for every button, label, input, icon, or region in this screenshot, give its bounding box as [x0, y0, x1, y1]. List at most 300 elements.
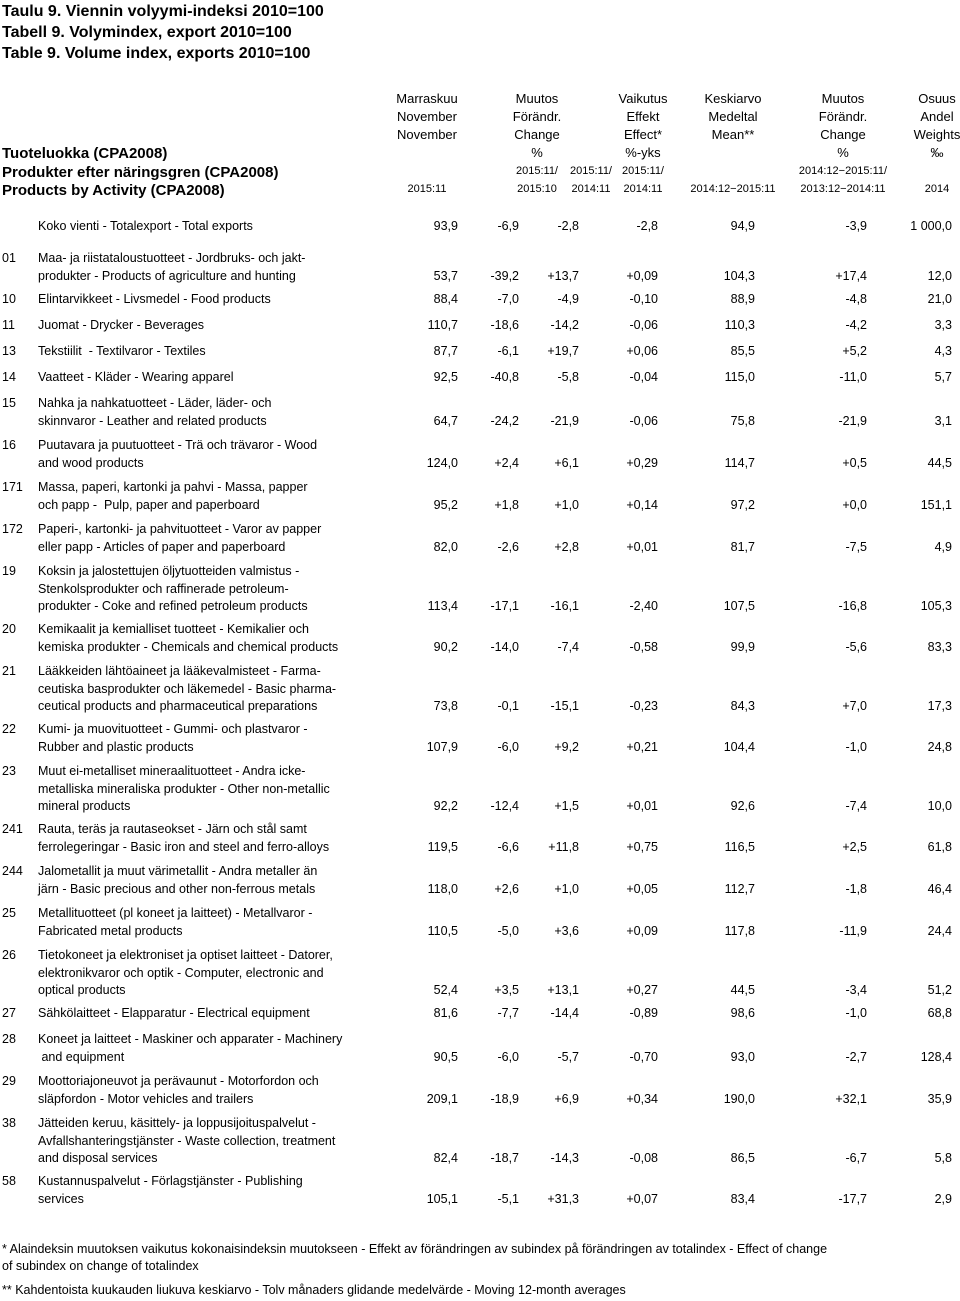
row-value-col-3: -21,9	[550, 413, 579, 428]
row-value-col-6: -3,9	[845, 219, 867, 233]
row-name	[38, 521, 321, 556]
row-value-col-4: -0,08	[629, 1151, 658, 1165]
row-value-col-7: 83,3	[927, 639, 952, 654]
row-value-col-3: -15,1	[550, 699, 579, 713]
row-value-col-7: 61,8	[927, 839, 952, 854]
row-value-col-2: -7,0	[497, 292, 519, 306]
row-code: 28	[2, 1032, 16, 1046]
row-value-col-6: -21,9	[838, 413, 867, 428]
row-code: 10	[2, 292, 16, 306]
table-row	[0, 343, 960, 361]
row-name-line: Massa, paperi, kartonki ja pahvi - Massa, papper	[38, 480, 308, 494]
row-name-line: Fabricated metal products	[38, 923, 183, 938]
header-col-5-line-2: Medeltal	[708, 109, 758, 124]
row-name-line: Muut ei-metalliset mineraalituotteet - Andra icke-	[38, 764, 306, 778]
row-value-col-5: 98,6	[730, 1006, 755, 1020]
header-col-5	[678, 90, 788, 198]
row-value-col-6: -5,6	[845, 639, 867, 654]
header-col-7-line-3: Weights	[913, 127, 960, 142]
row-value-col-3: +1,5	[554, 799, 579, 813]
table-row	[0, 521, 960, 556]
row-value-col-5: 86,5	[730, 1151, 755, 1165]
table-row	[0, 1173, 960, 1208]
table-row	[0, 563, 960, 616]
row-value-col-6: -16,8	[838, 599, 867, 613]
header-col-7-line-5	[907, 162, 960, 180]
header-col-5-line-6: 2014:12−2015:11	[690, 183, 776, 195]
row-value-col-3: +11,8	[548, 839, 579, 854]
header-col-3-line-5: 2015:11/	[569, 165, 612, 177]
row-value-col-2: -6,6	[497, 839, 519, 854]
row-value-col-4: -0,23	[629, 699, 658, 713]
row-name-line: släpfordon - Motor vehicles and trailers	[38, 1091, 254, 1106]
row-name-line: skinnvaror - Leather and related products	[38, 413, 267, 428]
table-row	[0, 763, 960, 816]
row-value-col-3: -14,3	[550, 1151, 579, 1165]
row-value-col-4: -0,89	[629, 1006, 658, 1020]
table-row	[0, 821, 960, 856]
header-col-4-line-3: Effect*	[623, 127, 663, 142]
row-value-col-4: -2,40	[629, 599, 658, 613]
row-value-col-5: 116,5	[724, 839, 755, 854]
row-value-col-3: +3,6	[554, 923, 579, 938]
row-name	[38, 395, 271, 430]
row-value-col-6: -4,2	[845, 318, 867, 332]
row-name	[38, 1115, 335, 1168]
header-col-6	[788, 90, 898, 198]
header-col-7-line-6: 2014	[924, 183, 950, 195]
row-value-col-3: -7,4	[557, 639, 579, 654]
row-value-col-1: 52,4	[433, 983, 458, 997]
footnote-1-cont: of subindex on change of totalindex	[2, 1259, 199, 1273]
table-row	[0, 1005, 960, 1023]
row-name-line: Puutavara ja puutuotteet - Trä och trävaror - Wood	[38, 438, 318, 452]
row-name-line: Paperi-, kartonki- ja pahvituotteet - Varor av papper	[38, 522, 322, 536]
header-col-5-line-5	[678, 162, 788, 180]
row-value-col-7: 2,9	[934, 1191, 952, 1206]
header-col-1-line-6: 2015:11	[407, 183, 447, 195]
row-value-col-7: 105,3	[920, 599, 952, 613]
table-row	[0, 621, 960, 656]
row-value-col-4: -0,10	[629, 292, 658, 306]
row-value-col-1: 82,0	[433, 539, 458, 554]
row-value-col-5: 190,0	[723, 1091, 755, 1106]
row-name-line: Kemikaalit ja kemialliset tuotteet - Kemikalier och	[38, 622, 309, 636]
row-code: 21	[2, 664, 16, 678]
row-name	[38, 1173, 303, 1208]
row-value-col-5: 112,7	[724, 881, 755, 896]
row-value-col-2: -0,1	[497, 699, 519, 713]
header-col-7-line-4: ‰	[930, 145, 944, 160]
row-code: 172	[2, 522, 23, 536]
row-name	[38, 821, 329, 856]
row-value-col-1: 118,0	[427, 881, 458, 896]
row-name	[38, 905, 312, 940]
row-name	[38, 947, 333, 1000]
header-col-1-line-3: November	[397, 127, 457, 142]
row-value-col-3: +1,0	[554, 497, 579, 512]
row-code: 20	[2, 622, 16, 636]
header-col-2-line-4: %	[531, 145, 543, 160]
row-code: 244	[2, 864, 23, 878]
row-name-line: mineral products	[38, 799, 131, 813]
title-sv: Tabell 9. Volymindex, export 2010=100	[2, 24, 292, 41]
header-col-7-line-2: Andel	[920, 109, 954, 124]
table-row	[0, 663, 960, 716]
row-value-col-3: -14,2	[550, 318, 579, 332]
row-name-line: Kumi- ja muovituotteet - Gummi- och plastvaror -	[38, 722, 308, 736]
row-value-col-5: 84,3	[730, 699, 755, 713]
row-value-col-3: -14,4	[550, 1006, 579, 1020]
row-name-line: optical products	[38, 983, 126, 997]
row-value-col-4: +0,01	[626, 799, 658, 813]
row-name	[38, 621, 338, 656]
header-col-4-line-5: 2015:11/	[621, 165, 664, 177]
row-name-line: Juomat - Drycker - Beverages	[38, 318, 205, 332]
header-col-5-line-4	[678, 144, 788, 162]
row-name-line: Tietokoneet ja elektroniset ja optiset laitteet - Datorer,	[38, 948, 333, 962]
row-value-col-7: 1 000,0	[910, 219, 952, 233]
row-value-col-6: -7,5	[845, 539, 867, 554]
table-row	[0, 1031, 960, 1066]
row-name	[38, 763, 330, 816]
header-col-2-line-2: Förändr.	[512, 109, 562, 124]
row-name	[38, 479, 308, 514]
row-name-line: metalliska mineraliska produkter - Other non-metallic	[38, 781, 330, 796]
row-value-col-2: -7,7	[497, 1006, 519, 1020]
row-name	[38, 369, 233, 387]
row-code: 241	[2, 822, 23, 836]
row-value-col-1: 92,2	[433, 799, 458, 813]
row-code: 22	[2, 722, 16, 736]
table-row	[0, 947, 960, 1000]
row-code: 58	[2, 1174, 16, 1188]
row-value-col-4: +0,34	[626, 1091, 658, 1106]
row-value-col-1: 107,9	[426, 739, 458, 754]
table-row	[0, 437, 960, 472]
row-value-col-1: 64,7	[433, 413, 458, 428]
row-value-col-2: +2,6	[494, 881, 519, 896]
row-value-col-7: 5,8	[934, 1151, 952, 1165]
row-name-line: produkter - Products of agriculture and hunting	[38, 268, 296, 283]
row-value-col-2: -40,8	[490, 370, 519, 384]
row-value-col-1: 90,2	[433, 639, 458, 654]
row-value-col-4: +0,75	[626, 839, 658, 854]
header-col-6-line-1: Muutos	[821, 91, 865, 106]
row-value-col-3: +6,1	[554, 455, 579, 470]
header-col-4-line-1: Vaikutus	[618, 91, 668, 106]
row-code: 29	[2, 1074, 16, 1088]
row-value-col-6: +0,5	[842, 455, 867, 470]
row-value-col-4: +0,09	[626, 268, 658, 283]
row-name	[38, 250, 305, 285]
row-name-line: Koko vienti - Totalexport - Total exports	[38, 219, 253, 233]
row-value-col-2: -6,0	[497, 1049, 519, 1064]
row-code: 38	[2, 1116, 16, 1130]
row-value-col-1: 105,1	[426, 1191, 458, 1206]
row-value-col-2: -39,2	[490, 268, 519, 283]
row-value-col-3: -5,7	[557, 1049, 579, 1064]
row-value-col-7: 24,8	[927, 739, 952, 754]
row-value-col-4: -0,58	[629, 639, 658, 654]
row-code: 27	[2, 1006, 16, 1020]
row-name-line: Koksin ja jalostettujen öljytuotteiden valmistus -	[38, 564, 300, 578]
row-code: 25	[2, 906, 16, 920]
row-value-col-7: 17,3	[927, 699, 952, 713]
row-value-col-5: 94,9	[730, 219, 755, 233]
row-value-col-2: -6,1	[497, 344, 519, 358]
row-value-col-1: 209,1	[426, 1091, 458, 1106]
row-value-col-4: -0,06	[629, 318, 658, 332]
header-col-1-line-1: Marraskuu	[396, 91, 458, 106]
row-value-col-3: -16,1	[550, 599, 579, 613]
row-value-col-2: -14,0	[490, 639, 519, 654]
header-label-en: Products by Activity (CPA2008)	[2, 182, 225, 199]
row-value-col-6: +7,0	[842, 699, 867, 713]
row-value-col-4: +0,27	[626, 983, 658, 997]
row-value-col-2: -2,6	[497, 539, 519, 554]
row-code: 16	[2, 438, 16, 452]
row-value-col-4: +0,07	[626, 1191, 658, 1206]
row-code: 26	[2, 948, 16, 962]
title-fi: Taulu 9. Viennin volyymi-indeksi 2010=100	[2, 3, 324, 20]
row-name-line: ferrolegeringar - Basic iron and steel and ferro-alloys	[38, 839, 330, 854]
table-row	[0, 1073, 960, 1108]
row-value-col-5: 107,5	[723, 599, 755, 613]
row-name	[38, 863, 317, 898]
header-col-2-line-3: Change	[514, 127, 560, 142]
row-value-col-3: +1,0	[554, 881, 579, 896]
row-name-line: järn - Basic precious and other non-ferrous metals	[38, 881, 316, 896]
row-name-line: Rauta, teräs ja rautaseokset - Järn och stål samt	[38, 822, 307, 836]
row-value-col-5: 115,0	[724, 370, 755, 384]
row-value-col-5: 97,2	[730, 497, 755, 512]
row-value-col-3: -5,8	[557, 370, 579, 384]
row-name-line: Maa- ja riistataloustuotteet - Jordbruks- och jakt-	[38, 251, 306, 265]
row-value-col-1: 110,7	[427, 318, 458, 332]
row-name	[38, 563, 308, 616]
row-value-col-1: 95,2	[433, 497, 458, 512]
row-name-line: Kustannuspalvelut - Förlagstjänster - Publishing	[38, 1174, 303, 1188]
header-col-2-line-6: 2015:10	[517, 183, 557, 195]
row-code: 19	[2, 564, 16, 578]
footnote-2: ** Kahdentoista kuukauden liukuva keskiarvo - Tolv månaders glidande medelvärde - Moving 12-month averages	[2, 1283, 626, 1297]
row-name-line: Elintarvikkeet - Livsmedel - Food products	[38, 292, 271, 306]
row-name-line: Koneet ja laitteet - Maskiner och apparater - Machinery	[38, 1032, 343, 1046]
table-row	[0, 369, 960, 387]
row-value-col-5: 85,5	[730, 344, 755, 358]
row-value-col-7: 5,7	[934, 370, 952, 384]
row-value-col-1: 119,5	[427, 839, 458, 854]
row-value-col-7: 35,9	[927, 1091, 952, 1106]
row-value-col-6: -17,7	[838, 1191, 867, 1206]
row-value-col-4: +0,05	[626, 881, 658, 896]
row-name-line: and wood products	[38, 455, 144, 470]
row-value-col-1: 90,5	[433, 1049, 458, 1064]
header-col-5-line-3: Mean**	[711, 127, 755, 142]
row-name-line: Stenkolsprodukter och raffinerade petroleum-	[38, 581, 289, 596]
row-value-col-7: 46,4	[927, 881, 952, 896]
row-value-col-2: +1,8	[494, 497, 519, 512]
header-col-2-line-5: 2015:11/	[515, 165, 558, 177]
row-value-col-6: +5,2	[842, 344, 867, 358]
row-value-col-5: 93,0	[730, 1049, 755, 1064]
row-value-col-6: -7,4	[845, 799, 867, 813]
table-row	[0, 479, 960, 514]
row-value-col-5: 114,7	[724, 455, 755, 470]
row-value-col-2: -24,2	[490, 413, 519, 428]
row-name	[38, 437, 317, 472]
row-value-col-2: +2,4	[494, 455, 519, 470]
row-name-line: Moottoriajoneuvot ja perävaunut - Motorfordon och	[38, 1074, 319, 1088]
row-value-col-1: 73,8	[433, 699, 458, 713]
header-label-sv: Produkter efter näringsgren (CPA2008)	[2, 164, 279, 181]
table-row	[0, 721, 960, 756]
row-value-col-2: -12,4	[490, 799, 519, 813]
row-value-col-5: 75,8	[730, 413, 755, 428]
header-col-4-line-2: Effekt	[626, 109, 660, 124]
row-value-col-2: -5,0	[497, 923, 519, 938]
row-value-col-1: 87,7	[433, 344, 458, 358]
row-value-col-7: 21,0	[927, 292, 952, 306]
row-value-col-4: +0,29	[626, 455, 658, 470]
row-value-col-2: -6,0	[497, 739, 519, 754]
row-value-col-5: 44,5	[730, 983, 755, 997]
row-value-col-3: -4,9	[557, 292, 579, 306]
row-code: 171	[2, 480, 23, 494]
row-value-col-3: -2,8	[557, 219, 579, 233]
row-value-col-1: 113,4	[427, 599, 458, 613]
row-value-col-6: -2,7	[845, 1049, 867, 1064]
row-name-line: Jalometallit ja muut värimetallit - Andra metaller än	[38, 864, 318, 878]
row-name	[38, 1031, 342, 1066]
row-name-line: Avfallshanteringstjänster - Waste collection, treatment	[38, 1133, 336, 1148]
table-row	[0, 863, 960, 898]
row-value-col-7: 68,8	[927, 1006, 952, 1020]
row-value-col-2: -18,7	[490, 1151, 519, 1165]
row-value-col-7: 151,1	[920, 497, 952, 512]
header-col-6-line-2: Förändr.	[818, 109, 868, 124]
row-name-line: Tekstiilit - Textilvaror - Textiles	[38, 344, 206, 358]
row-value-col-7: 3,1	[934, 413, 952, 428]
row-value-col-2: -18,9	[490, 1091, 519, 1106]
row-value-col-5: 81,7	[730, 539, 755, 554]
row-name-line: ceutiska basprodukter och läkemedel - Basic pharma-	[38, 681, 337, 696]
row-value-col-4: +0,14	[626, 497, 658, 512]
row-value-col-3: +31,3	[547, 1191, 579, 1206]
table-row	[0, 291, 960, 309]
row-value-col-3: +19,7	[547, 344, 579, 358]
row-name-line: kemiska produkter - Chemicals and chemical products	[38, 639, 339, 654]
table-row	[0, 905, 960, 940]
row-value-col-3: +6,9	[554, 1091, 579, 1106]
row-value-col-5: 104,3	[723, 268, 755, 283]
row-value-col-6: +2,5	[842, 839, 867, 854]
row-name	[38, 317, 204, 335]
row-value-col-3: +9,2	[554, 739, 579, 754]
row-value-col-3: +2,8	[554, 539, 579, 554]
row-value-col-2: +3,5	[494, 983, 519, 997]
row-name-line: Nahka ja nahkatuotteet - Läder, läder- och	[38, 396, 272, 410]
row-value-col-6: -11,9	[839, 923, 867, 938]
titles	[2, 1, 324, 64]
row-value-col-2: -5,1	[497, 1191, 519, 1206]
row-value-col-5: 117,8	[724, 923, 755, 938]
row-value-col-1: 82,4	[433, 1151, 458, 1165]
row-name-line: Sähkölaitteet - Elapparatur - Electrical equipment	[38, 1006, 310, 1020]
row-value-col-6: -4,8	[845, 292, 867, 306]
row-name-line: Vaatteet - Kläder - Wearing apparel	[38, 370, 234, 384]
row-value-col-4: -0,70	[629, 1049, 658, 1064]
header-col-6-line-6: 2013:12−2014:11	[800, 183, 886, 195]
row-value-col-7: 4,9	[934, 539, 952, 554]
header-col-5-line-1: Keskiarvo	[704, 91, 762, 106]
header-col-6-line-5: 2014:12−2015:11/	[798, 165, 888, 177]
row-value-col-4: +0,21	[626, 739, 658, 754]
header-col-2-line-1: Muutos	[515, 91, 559, 106]
row-code: 15	[2, 396, 16, 410]
table-row	[0, 317, 960, 335]
row-name	[38, 343, 206, 361]
row-code: 01	[2, 251, 16, 265]
row-value-col-6: -1,0	[845, 1006, 867, 1020]
row-name	[38, 721, 308, 756]
row-name	[38, 218, 253, 236]
row-value-col-1: 93,9	[433, 219, 458, 233]
header-col-1-line-2: November	[397, 109, 457, 124]
row-value-col-6: -6,7	[845, 1151, 867, 1165]
header-col-7	[907, 90, 960, 198]
row-value-col-7: 44,5	[927, 455, 952, 470]
row-value-col-5: 92,6	[730, 799, 755, 813]
row-value-col-7: 51,2	[927, 983, 952, 997]
table-row	[0, 1115, 960, 1168]
row-value-col-4: +0,09	[626, 923, 658, 938]
header-col-1-line-5	[372, 162, 482, 180]
row-value-col-3: +13,1	[547, 983, 579, 997]
header-col-3-line-6: 2014:11	[571, 183, 611, 195]
row-name-line: services	[38, 1191, 84, 1206]
row-value-col-5: 104,4	[723, 739, 755, 754]
row-name	[38, 1073, 319, 1108]
table-row	[0, 250, 960, 285]
row-value-col-6: -3,4	[845, 983, 867, 997]
header-col-1	[372, 90, 482, 198]
row-value-col-3: +13,7	[547, 268, 579, 283]
row-value-col-7: 24,4	[927, 923, 952, 938]
header-col-7-line-1: Osuus	[918, 91, 956, 106]
row-name-line: elektronikvaror och optik - Computer, electronic and	[38, 965, 324, 980]
row-value-col-1: 81,6	[433, 1006, 458, 1020]
row-value-col-2: -18,6	[490, 318, 519, 332]
row-name-line: produkter - Coke and refined petroleum products	[38, 599, 308, 613]
row-value-col-7: 4,3	[934, 344, 952, 358]
row-value-col-6: -1,0	[845, 739, 867, 754]
row-value-col-1: 88,4	[433, 292, 458, 306]
row-code: 23	[2, 764, 16, 778]
header-col-1-line-4	[372, 144, 482, 162]
row-name-line: Rubber and plastic products	[38, 739, 194, 754]
header-col-4-line-6: 2014:11	[623, 183, 663, 195]
row-name-line: ceutical products and pharmaceutical preparations	[38, 699, 318, 713]
header-col-6-line-3: Change	[820, 127, 866, 142]
row-name-line: Metallituotteet (pl koneet ja laitteet) - Metallvaror -	[38, 906, 313, 920]
row-value-col-1: 53,7	[433, 268, 458, 283]
row-value-col-6: +32,1	[835, 1091, 867, 1106]
row-name-line: eller papp - Articles of paper and paperboard	[38, 539, 286, 554]
table-row	[0, 395, 960, 430]
row-value-col-4: -0,04	[629, 370, 658, 384]
